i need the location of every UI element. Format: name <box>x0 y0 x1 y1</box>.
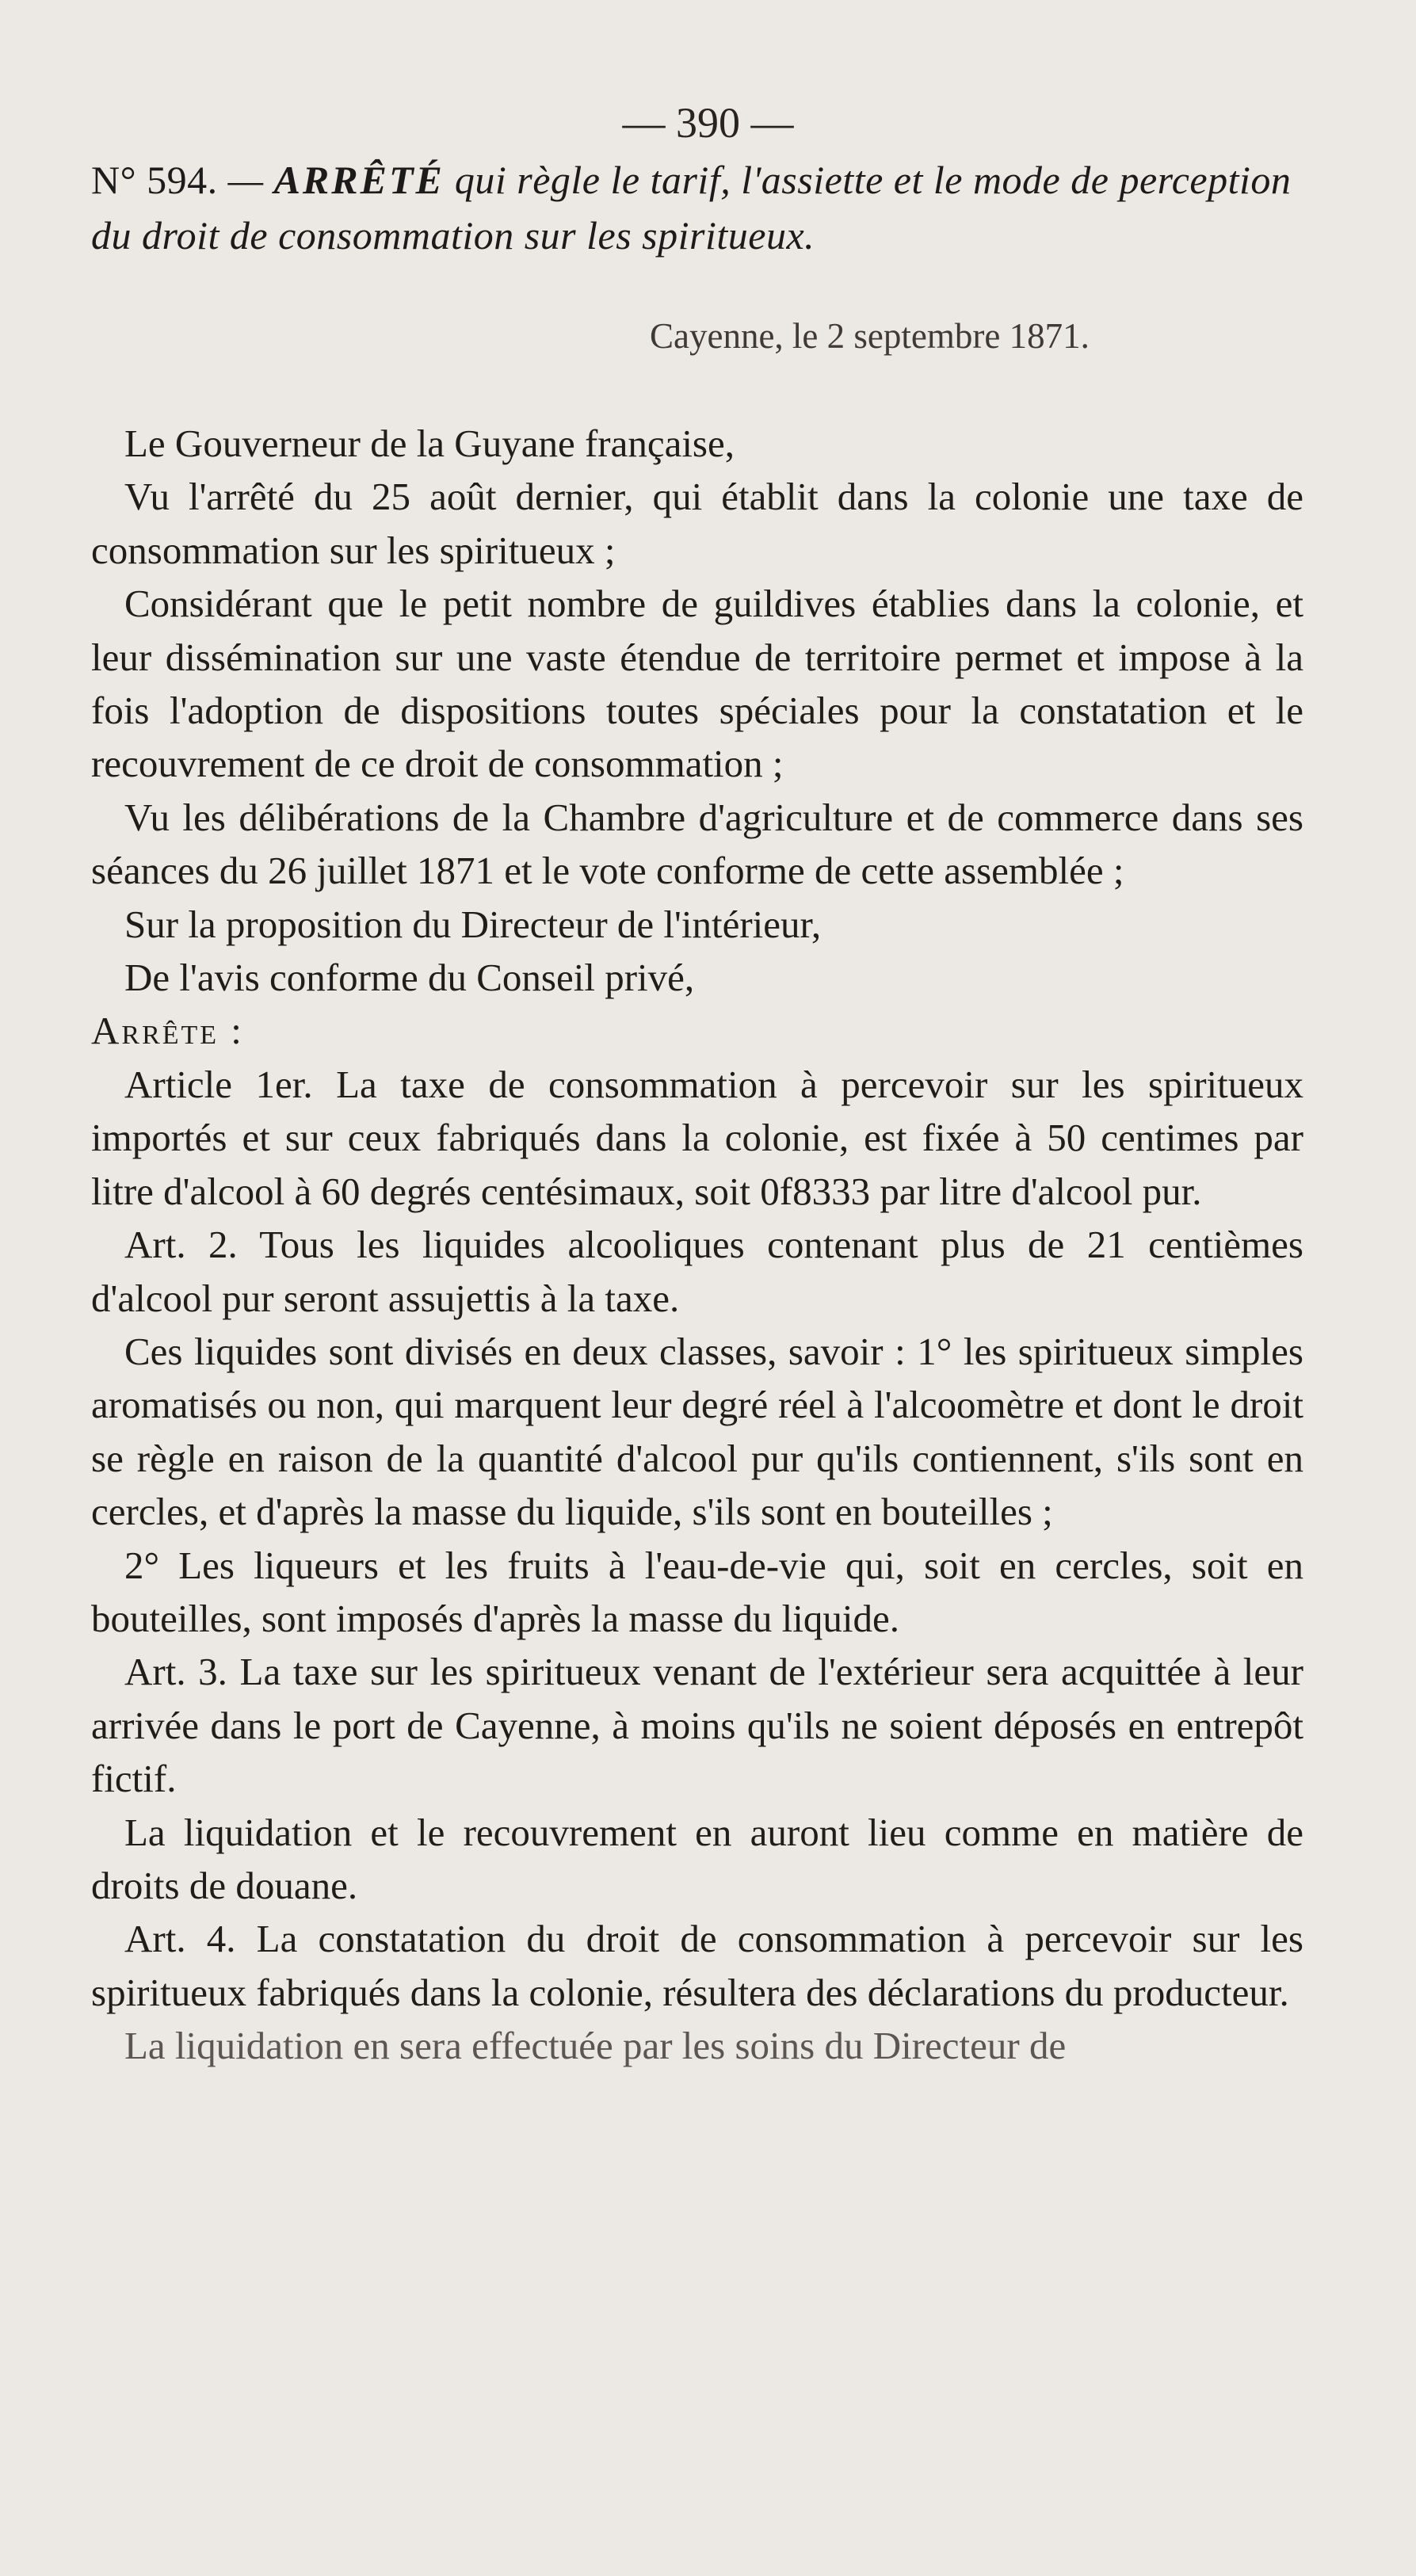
preamble-governor: Le Gouverneur de la Guyane française, <box>124 422 735 465</box>
decree-type: ARRÊTÉ <box>273 158 445 202</box>
article-2-second-class: 2° Les liqueurs et les fruits à l'eau-de-vie qui, soit en cercles, soit en bouteilles, sont imposés d'après la masse du liquide. <box>91 1543 1303 1640</box>
article-3-liquidation: La liquidation et le recouvrement en auront lieu comme en matière de droits de douane. <box>91 1810 1303 1907</box>
preamble-vu-arrete: Vu l'arrêté du 25 août dernier, qui établit dans la colonie une taxe de consommation sur les spiritueux ; <box>91 475 1303 572</box>
title-dash: — <box>217 158 274 202</box>
arrete-heading: Arrête : <box>91 1009 244 1053</box>
decree-body <box>91 417 1303 2073</box>
decree-number: N° 594. <box>91 158 218 202</box>
preamble-proposition: Sur la proposition du Directeur de l'intérieur, <box>124 902 822 946</box>
article-3: Art. 3. La taxe sur les spiritueux venant de l'extérieur sera acquittée à leur arrivée dans le port de Cayenne, à moins qu'ils ne soient déposés en entrepôt fictif. <box>91 1650 1303 1801</box>
preamble-considerant: Considérant que le petit nombre de guildives établies dans la colonie, et leur dissémination sur une vaste étendue de territoire permet et impose à la fois l'adoption de dispositions toutes spéciales pour la constatation et le recouvrement de ce droit de consommation ; <box>91 582 1303 786</box>
dateline: Cayenne, le 2 septembre 1871. <box>650 316 1090 356</box>
article-2: Art. 2. Tous les liquides alcooliques contenant plus de 21 centièmes d'alcool pur seront assujettis à la taxe. <box>91 1223 1303 1320</box>
article-4-liquidation: La liquidation en sera effectuée par les soins du Directeur de <box>124 2024 1067 2068</box>
preamble-vu-deliberations: Vu les délibérations de la Chambre d'agriculture et de commerce dans ses séances du 26 juillet 1871 et le vote conforme de cette assemblée ; <box>91 795 1303 893</box>
article-1: Article 1er. La taxe de consommation à percevoir sur les spiritueux importés et sur ceux fabriqués dans la colonie, est fixée à 50 centimes par litre d'alcool à 60 degrés centésimaux, soit 0f8333 par litre d'alcool pur. <box>91 1062 1303 1213</box>
article-2-classes: Ces liquides sont divisés en deux classes, savoir : 1° les spiritueux simples aromatisés ou non, qui marquent leur degré réel à l'alcoomètre et dont le droit se règle en raison de la quantité d'alcool pur qu'ils contiennent, s'ils sont en cercles, et d'après la masse du liquide, s'ils sont en bouteilles ; <box>91 1329 1303 1534</box>
page-number: — 390 — <box>622 99 794 147</box>
article-4: Art. 4. La constatation du droit de consommation à percevoir sur les spiritueux fabriqués dans la colonie, résultera des déclarations du producteur. <box>91 1917 1303 2014</box>
decree-subject: qui règle le tarif, l'assiette et le mode de perception du droit de consommation sur les spiritueux. <box>91 158 1292 258</box>
preamble-avis: De l'avis conforme du Conseil privé, <box>124 956 695 1000</box>
decree-title <box>91 152 1303 263</box>
